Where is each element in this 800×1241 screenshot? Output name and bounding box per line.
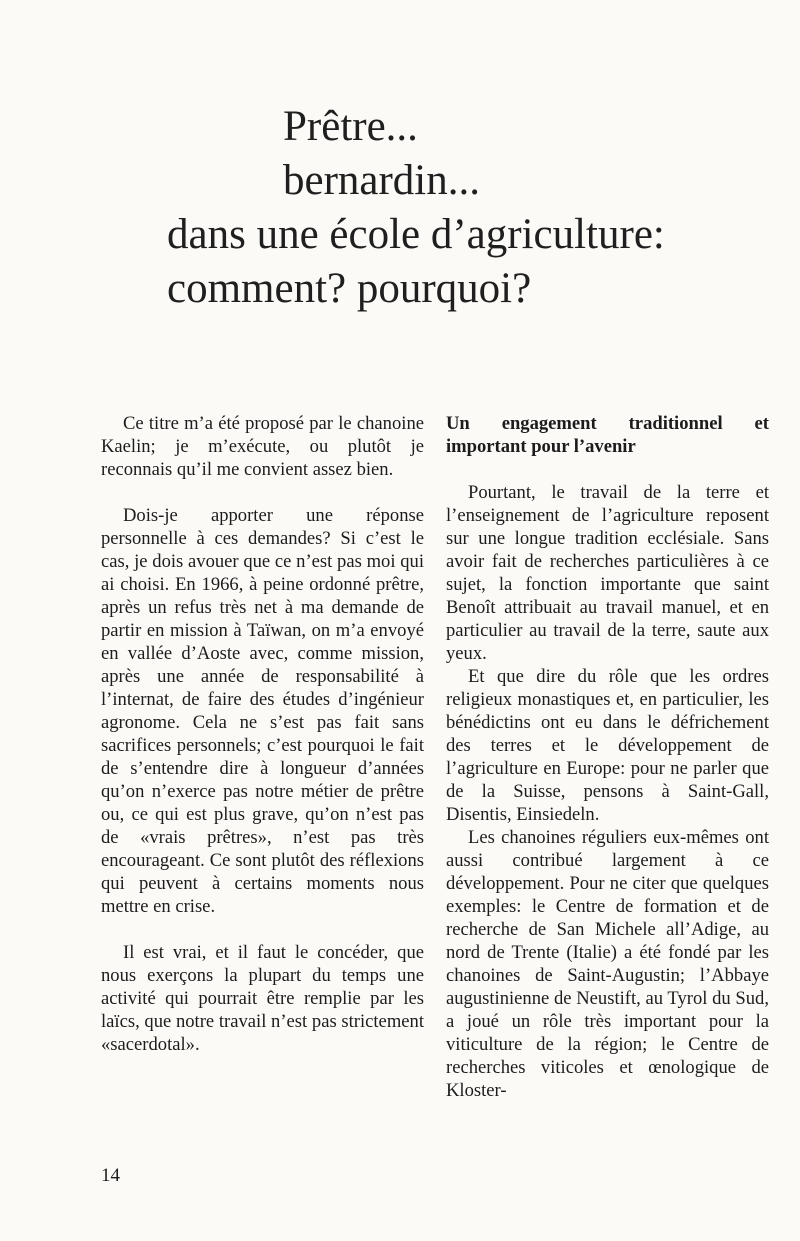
paragraph: Et que dire du rôle que les ordres religieux monastiques et, en particulier, les bénédictins ont eu dans le défrichement des terres et le développement de l’agriculture en Europe: pour ne parler que de la Suisse, pensons à Saint-Gall, Disentis, Einsiedeln. xyxy=(446,666,769,825)
paragraph: Dois-je apporter une réponse personnelle à ces demandes? Si c’est le cas, je dois avouer que ce n’est pas moi qui ai choisi. En 1966, à peine ordonné prêtre, après un refus très net à ma demande de partir en mission à Taïwan, on m’a envoyé en vallée d’Aoste avec, comme mission, après une année de responsabilité à l’internat, de faire des études d’ingénieur agronome. Cela ne s’est pas fait sans sacrifices personnels; c’est pourquoi le fait de s’entendre dire à longueur d’années qu’on n’exerce pas notre métier de prêtre ou, ce qui est plus grave, qu’on n’est pas de «vrais prêtres», n’est pas très encourageant. Ce sont plutôt des réflexions qui peuvent à certains moments nous mettre en crise. xyxy=(101,505,424,917)
title-line-3: dans une école d’agriculture: xyxy=(167,211,665,258)
paragraph: Ce titre m’a été proposé par le chanoine Kaelin; je m’exécute, ou plutôt je reconnais qu’il me convient assez bien. xyxy=(101,413,424,480)
paragraph: Les chanoines réguliers eux-mêmes ont aussi contribué largement à ce développement. Pour ne citer que quelques exemples: le Centre de formation et de recherche de San Michele all’Adige, au nord de Trente (Italie) a été fondé par les chanoines de Saint-Augustin; l’Abbaye augustinienne de Neustift, au Tyrol du Sud, a joué un rôle très important pour la viticulture de la région; le Centre de recherches viticoles et œnologique de Kloster- xyxy=(446,827,769,1101)
title-line-1: Prêtre... xyxy=(283,103,418,150)
paragraph: Il est vrai, et il faut le concéder, que nous exerçons la plupart du temps une activité qui pourrait être remplie par les laïcs, que notre travail n’est pas strictement «sacerdotal». xyxy=(101,942,424,1055)
page-number: 14 xyxy=(101,1165,120,1186)
section-heading: Un engagement traditionnel et important pour l’avenir xyxy=(446,413,769,457)
title-line-4: comment? pourquoi? xyxy=(167,265,532,312)
paragraph: Pourtant, le travail de la terre et l’enseignement de l’agriculture reposent sur une longue tradition ecclésiale. Sans avoir fait de recherches particulières à ce sujet, la fonction importante que saint Benoît attribuait au travail manuel, et en particulier au travail de la terre, saute aux yeux. xyxy=(446,482,769,664)
title-line-2: bernardin... xyxy=(283,157,481,204)
right-column xyxy=(446,412,769,1102)
left-column xyxy=(101,412,424,1056)
